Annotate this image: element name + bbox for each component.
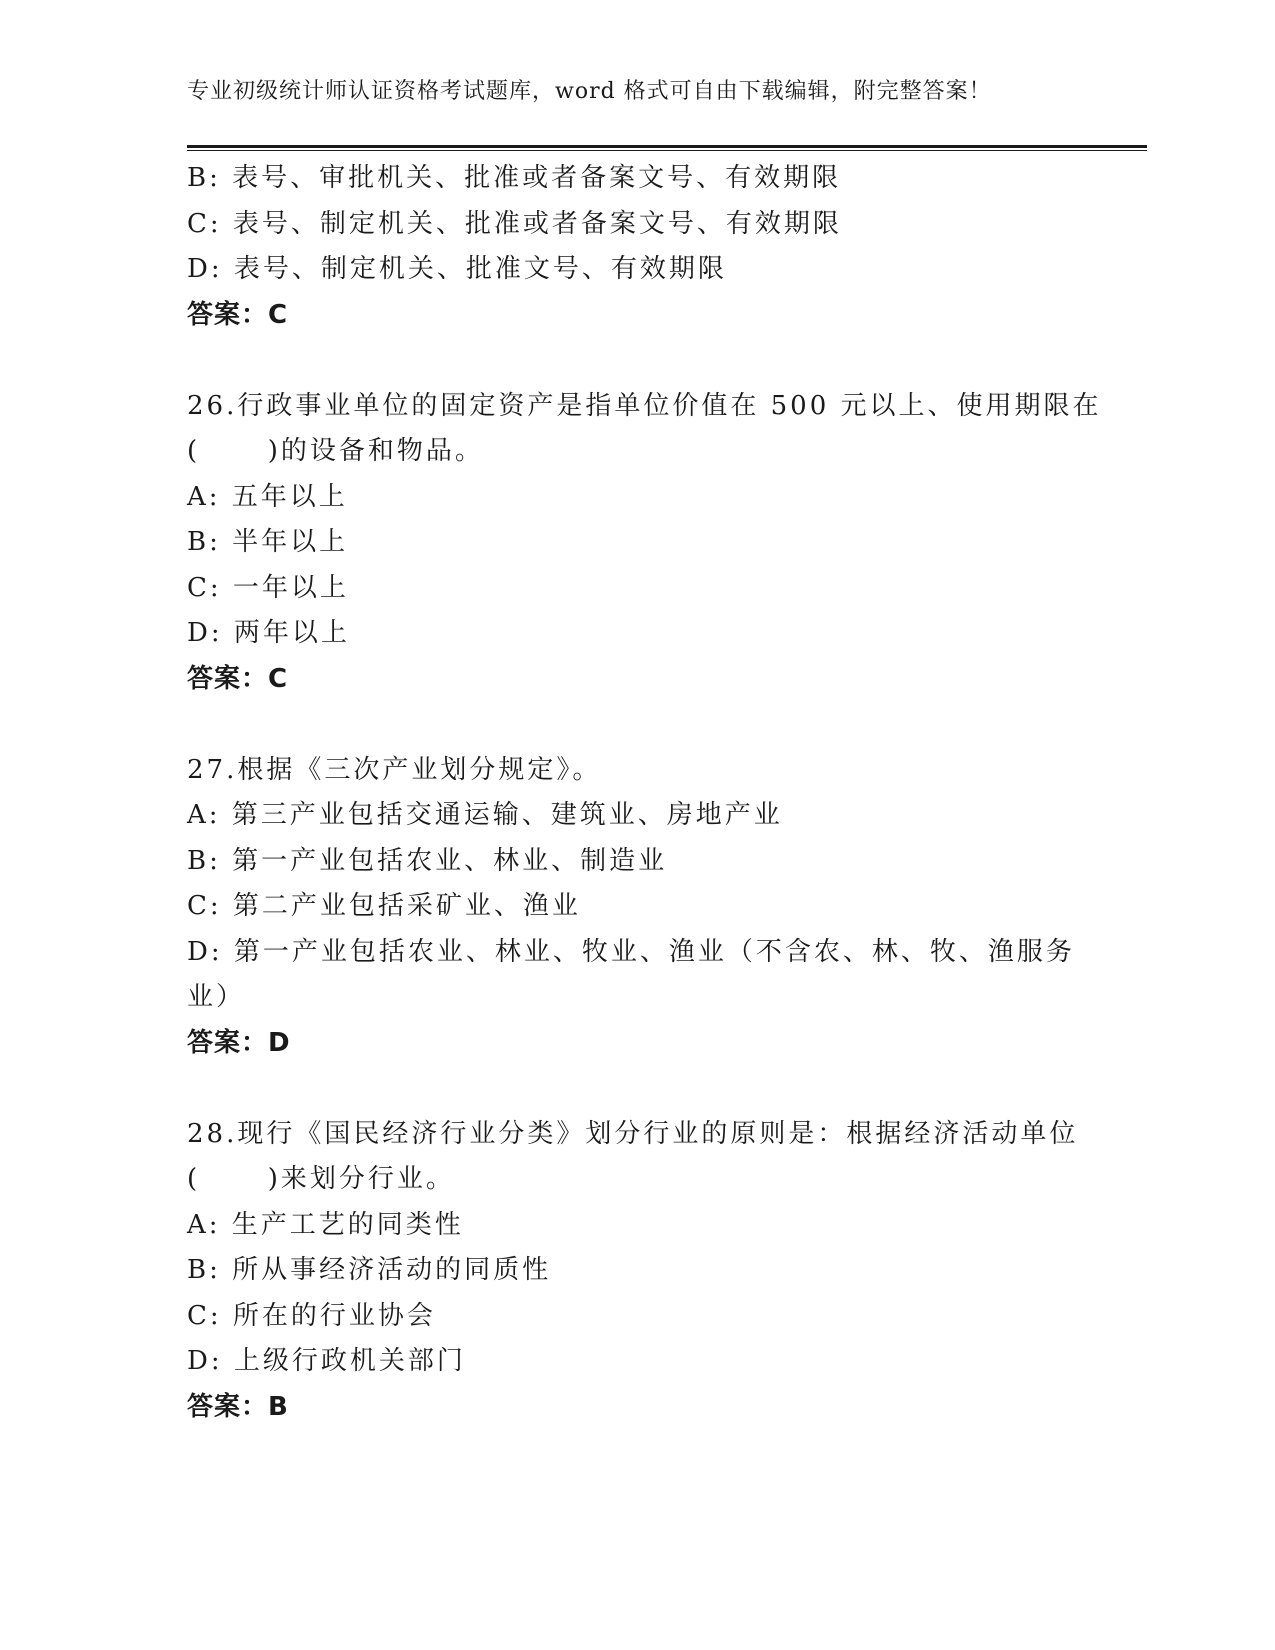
q27-option-d: D: 第一产业包括农业、林业、牧业、渔业（不含农、林、牧、渔服务业） [187,936,1075,1012]
spacer [187,1066,1087,1112]
q26-answer: 答案：C [187,663,289,694]
q28-option-c: C: 所在的行业协会 [187,1300,436,1331]
page-header: 专业初级统计师认证资格考试题库，word 格式可自由下载编辑，附完整答案！ [187,79,992,104]
q26-option-a: A: 五年以上 [187,481,348,512]
q26-stem-line1: 26.行政事业单位的固定资产是指单位价值在 500 元以上、使用期限在 [187,390,1102,421]
q27-option-b: B: 第一产业包括农业、林业、制造业 [187,845,668,876]
spacer [187,338,1087,384]
q27-option-a: A: 第三产业包括交通运输、建筑业、房地产业 [187,800,783,830]
q27-answer: 答案：D [187,1027,291,1058]
q28-stem-line1: 28.现行《国民经济行业分类》划分行业的原则是：根据经济活动单位 [187,1118,1079,1149]
q28-option-b: B: 所从事经济活动的同质性 [187,1255,552,1285]
q28-answer: 答案：B [187,1391,289,1422]
q26-stem-line2: ( )的设备和物品。 [187,436,484,466]
q26-option-d: D: 两年以上 [187,618,350,648]
q27-option-c: C: 第二产业包括采矿业、渔业 [187,891,581,921]
lead-option-c: C: 表号、制定机关、批准或者备案文号、有效期限 [187,208,842,239]
q28-stem-line2: ( )来划分行业。 [187,1164,455,1194]
q28-option-d: D: 上级行政机关部门 [187,1346,466,1376]
q26-option-c: C: 一年以上 [187,572,349,603]
lead-answer: 答案：C [187,299,289,330]
header-rule-thin [187,150,1147,151]
q28-option-a: A: 生产工艺的同类性 [187,1209,464,1240]
q26-option-b: B: 半年以上 [187,527,349,557]
lead-option-b: B: 表号、审批机关、批准或者备案文号、有效期限 [187,163,842,193]
header-rule-thick [187,145,1147,148]
q27-stem-line1: 27.根据《三次产业划分规定》。 [187,754,602,785]
lead-option-d: D: 表号、制定机关、批准文号、有效期限 [187,254,727,284]
spacer [187,702,1087,748]
question-content [187,156,1102,1430]
